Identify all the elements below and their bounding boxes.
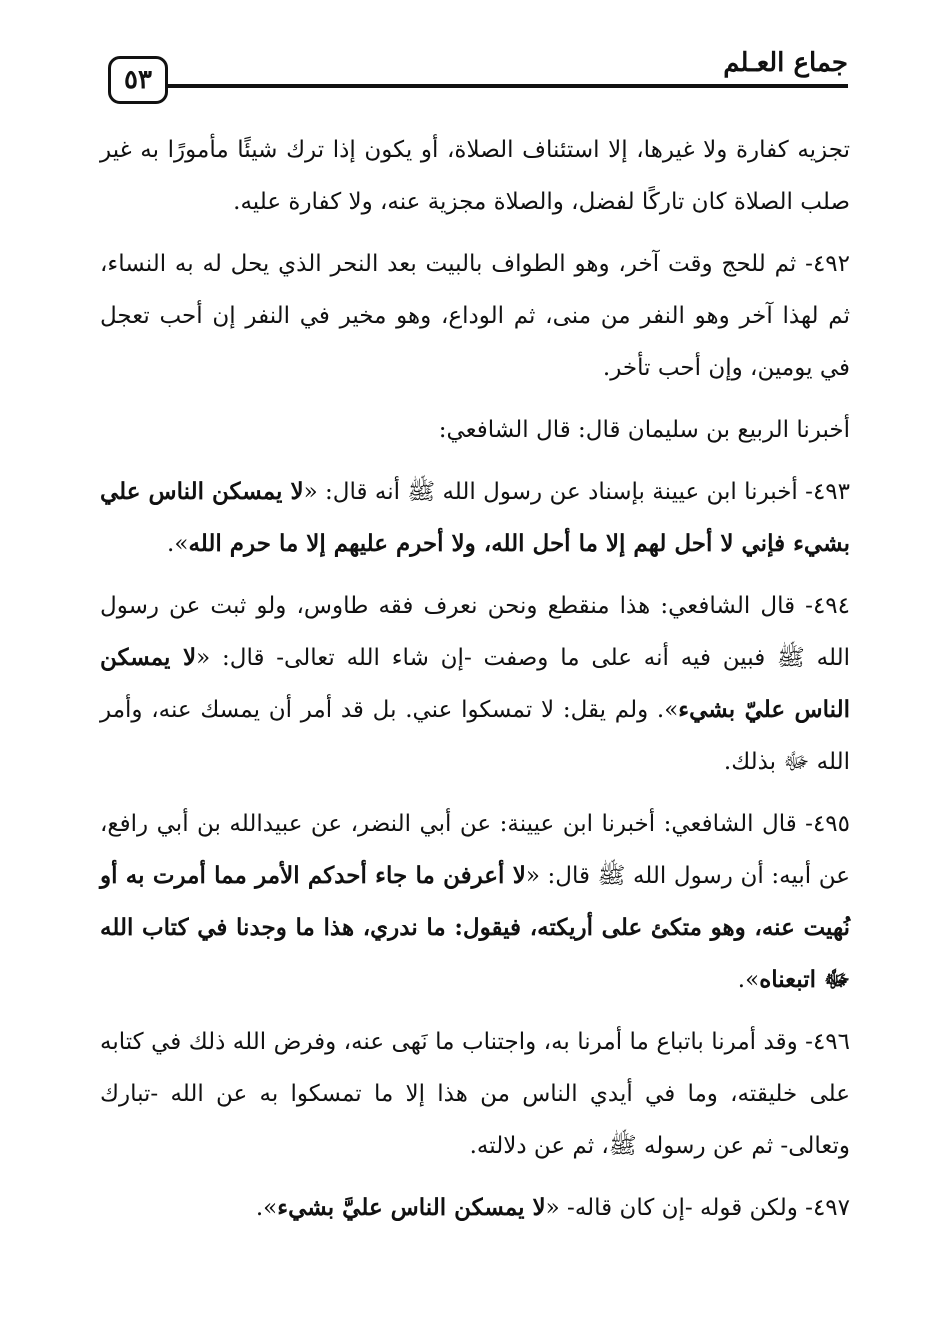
paragraph-493: ٤٩٣- أخبرنا ابن عيينة بإسناد عن رسول الله ﷺ أنه قال: «لا يمسكن الناس علي بشيء فإني لا أحل لهم إلا ما أحل الله، ولا أحرم عليهم إلا ما حرم الله». bbox=[100, 478, 851, 557]
hadith-text: لا أعرفن ما جاء أحدكم الأمر مما أمرت به أو نُهيت عنه، وهو متكئ على أريكته، فيقول: ما ندري، هذا ما وجدنا في كتاب الله ﷻ اتبعناه bbox=[100, 862, 850, 993]
paragraph-continuation: تجزيه كفارة ولا غيرها، إلا استئناف الصلاة، أو يكون إذا ترك شيئًا مأمورًا به غير صلب الصلاة كان تاركًا لفضل، والصلاة مجزية عنه، ولا كفارة عليه. bbox=[100, 137, 850, 215]
header-rule bbox=[168, 84, 848, 88]
hadith-text: لا يمسكن الناس عليَّ بشيء bbox=[277, 1194, 546, 1221]
paragraph-496: ٤٩٦- وقد أمرنا باتباع ما أمرنا به، واجتناب ما نَهى عنه، وفرض الله ذلك في كتابه على خليقته، وما في أيدي الناس من هذا إلا ما تمسكوا به عن الله -تبارك وتعالى- ثم عن رسوله ﷺ، ثم عن دلالته. bbox=[100, 1029, 850, 1159]
paragraph-isnad: أخبرنا الربيع بن سليمان قال: قال الشافعي: bbox=[438, 417, 850, 443]
paragraph-492: ٤٩٢- ثم للحج وقت آخر، وهو الطواف بالبيت بعد النحر الذي يحل له به النساء، ثم لهذا آخر وهو النفر من منى، ثم الوداع، وهو مخير في النفر إن أحب تعجل في يومين، وإن أحب تأخر. bbox=[100, 251, 850, 381]
page-header bbox=[108, 40, 848, 104]
page-number: ٥٣ bbox=[108, 56, 168, 104]
running-title: جماع العـلم bbox=[723, 48, 848, 78]
hadith-text: لا يمسكن الناس علي بشيء فإني لا أحل لهم إلا ما أحل الله، ولا أحرم عليهم إلا ما حرم الله bbox=[100, 478, 850, 557]
paragraph-497: ٤٩٧- ولكن قوله -إن كان قاله- «لا يمسكن الناس عليَّ بشيء». bbox=[255, 1194, 850, 1221]
hadith-text: لا يمسكن الناس عليّ بشيء bbox=[100, 644, 850, 723]
page-body bbox=[100, 124, 850, 1244]
paragraph-495: ٤٩٥- قال الشافعي: أخبرنا ابن عيينة: عن أبي النضر، عن عبيدالله بن أبي رافع، عن أبيه: أن رسول الله ﷺ قال: «لا أعرفن ما جاء أحدكم الأمر مما أمرت به أو نُهيت عنه، وهو متكئ على أريكته، فيقول: ما ندري، هذا ما وجدنا في كتاب الله ﷻ اتبعناه». bbox=[100, 811, 850, 993]
paragraph-494: ٤٩٤- قال الشافعي: هذا منقطع ونحن نعرف فقه طاوس، ولو ثبت عن رسول الله ﷺ فبين فيه أنه على ما وصفت -إن شاء الله تعالى- قال: «لا يمسكن الناس عليّ بشيء». ولم يقل: لا تمسكوا عني. بل قد أمر أن يمسك عنه، وأمر الله ﷻ بذلك. bbox=[100, 593, 850, 775]
